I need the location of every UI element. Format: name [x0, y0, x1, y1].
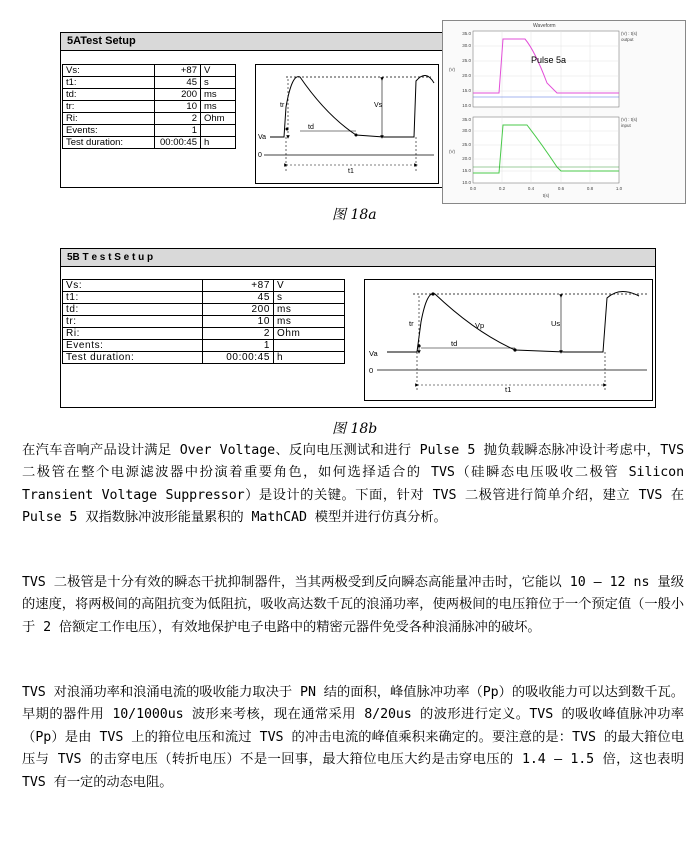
setup-b-title: 5B T e s t S e t u p: [61, 249, 655, 267]
param-value: 10: [155, 101, 201, 113]
param-row: [63, 340, 345, 352]
label-t1: t1: [348, 168, 354, 175]
param-label: Ri:: [63, 328, 203, 340]
param-label: t1:: [63, 77, 155, 89]
param-row: [63, 316, 345, 328]
label-zero: 0: [369, 366, 374, 375]
svg-text:25.0: 25.0: [462, 58, 471, 63]
param-unit: V: [274, 280, 345, 292]
param-row: [63, 137, 236, 149]
svg-text:0.0: 0.0: [469, 186, 477, 191]
label-t1: t1: [505, 385, 512, 394]
svg-text:output: output: [621, 37, 634, 42]
param-unit: Ohm: [201, 113, 236, 125]
svg-text:(V) : t(s): (V) : t(s): [621, 31, 638, 36]
param-unit: h: [201, 137, 236, 149]
scope-title: Waveform: [533, 23, 556, 29]
param-value: 2: [155, 113, 201, 125]
label-va: Va: [369, 349, 378, 358]
setup-b-waveform: [364, 279, 653, 401]
svg-text:15.0: 15.0: [462, 168, 471, 173]
label-tr: tr: [280, 102, 285, 109]
param-unit: ms: [201, 89, 236, 101]
label-td: td: [451, 339, 458, 348]
svg-text:30.0: 30.0: [462, 43, 471, 48]
svg-text:(V): (V): [449, 149, 455, 154]
param-value: 45: [203, 292, 274, 304]
svg-text:10.0: 10.0: [462, 180, 471, 185]
setup-a-title: 5ATest Setup: [61, 33, 501, 51]
svg-text:0.2: 0.2: [498, 186, 506, 191]
setup-a-param-table: [62, 64, 236, 149]
param-unit: ms: [274, 304, 345, 316]
svg-text:20.0: 20.0: [462, 156, 471, 161]
param-value: 200: [155, 89, 201, 101]
param-row: [63, 101, 236, 113]
svg-text:1.0: 1.0: [615, 186, 623, 191]
paragraph-tvs-power: TVS 对浪涌功率和浪涌电流的吸收能力取决于 PN 结的面积，峰值脉冲功率（Pp）的吸收能力可以达到数千瓦。早期的器件用 10/1000us 波形来考核，现在通常采用 8/20us 的波形进行定义。TVS 的吸收峰值脉冲功率（Pp）是由 TVS 上的箝位电压和流过 TVS 的冲击电流的峰值乘积来确定的。要注意的是：TVS 的最大箝位电压与 TVS 的击穿电压（转折电压）不是一回事，最大箝位电压大约是击穿电压的 1.4 – 1.5 倍，这也表明 TVS 有一定的动态电阻。: [22, 685, 684, 790]
param-row: [63, 280, 345, 292]
param-label: Events:: [63, 340, 203, 352]
figure-caption-18b: 图 18b: [332, 421, 378, 437]
param-label: tr:: [63, 101, 155, 113]
param-value: 200: [203, 304, 274, 316]
svg-text:35.0: 35.0: [462, 31, 471, 36]
param-unit: V: [201, 65, 236, 77]
param-row: [63, 89, 236, 101]
param-unit: ms: [201, 101, 236, 113]
setup-a-waveform: [255, 64, 439, 184]
param-value: 10: [203, 316, 274, 328]
scope-top-plot: [473, 31, 619, 107]
param-value: 1: [203, 340, 274, 352]
param-row: [63, 352, 345, 364]
param-row: [63, 292, 345, 304]
param-value: +87: [155, 65, 201, 77]
label-tr: tr: [409, 319, 414, 328]
svg-text:0.8: 0.8: [586, 186, 594, 191]
param-label: Events:: [63, 125, 155, 137]
param-value: 00:00:45: [203, 352, 274, 364]
param-unit: ms: [274, 316, 345, 328]
param-unit: Ohm: [274, 328, 345, 340]
param-row: [63, 65, 236, 77]
oscilloscope-waveform: [442, 20, 686, 204]
svg-text:20.0: 20.0: [462, 73, 471, 78]
svg-text:25.0: 25.0: [462, 142, 471, 147]
param-label: tr:: [63, 316, 203, 328]
param-unit: s: [201, 77, 236, 89]
param-value: 2: [203, 328, 274, 340]
param-label: Vs:: [63, 65, 155, 77]
svg-text:0.4: 0.4: [527, 186, 535, 191]
param-row: [63, 304, 345, 316]
svg-text:(V) : t(s): (V) : t(s): [621, 117, 638, 122]
scope-annotation: Pulse 5a: [531, 55, 567, 65]
param-value: 45: [155, 77, 201, 89]
label-vp: Vp: [475, 321, 485, 330]
param-value: 00:00:45: [155, 137, 201, 149]
label-va: Va: [258, 134, 267, 141]
param-label: Test duration:: [63, 352, 203, 364]
label-td: td: [308, 124, 314, 131]
figure-caption-18a: 图 18a: [332, 207, 377, 223]
param-unit: s: [274, 292, 345, 304]
param-label: Ri:: [63, 113, 155, 125]
label-us: Us: [551, 319, 561, 328]
param-value: 1: [155, 125, 201, 137]
svg-text:15.0: 15.0: [462, 88, 471, 93]
svg-text:input: input: [621, 123, 631, 128]
param-label: Test duration:: [63, 137, 155, 149]
svg-text:10.0: 10.0: [462, 103, 471, 108]
param-label: td:: [63, 304, 203, 316]
param-row: [63, 125, 236, 137]
paragraph-tvs-principle: TVS 二极管是十分有效的瞬态干扰抑制器件，当其两极受到反向瞬态高能量冲击时，它能以 10 – 12 ns 量级的速度，将两极间的高阻抗变为低阻抗，吸收高达数千瓦的浪涌功率，使两极间的电压箝位于一个预定值（一般小于 2 倍额定工作电压），有效地保护电子电路中的精密元器件免受各种浪涌脉冲的破坏。: [22, 575, 684, 635]
param-unit: [201, 125, 236, 137]
svg-text:0.6: 0.6: [557, 186, 565, 191]
svg-text:(V): (V): [449, 67, 455, 72]
paragraph-intro: 在汽车音响产品设计满足 Over Voltage、反向电压测试和进行 Pulse 5 抛负载瞬态脉冲设计考虑中，TVS 二极管在整个电源滤波器中扮演着重要角色，如何选择适合的 TVS（硅瞬态电压吸收二极管 Silicon Transient Voltage Suppressor）是设计的关键。下面，针对 TVS 二极管进行简单介绍，建立 TVS 在 Pulse 5 双指数脉冲波形能量累积的 MathCAD 模型并进行仿真分析。: [22, 443, 684, 526]
label-vs: Vs: [374, 102, 383, 109]
param-row: [63, 77, 236, 89]
label-zero: 0: [258, 152, 262, 159]
setup-b-param-table: [62, 279, 345, 364]
param-unit: [274, 340, 345, 352]
svg-text:30.0: 30.0: [462, 128, 471, 133]
param-row: [63, 113, 236, 125]
param-unit: h: [274, 352, 345, 364]
svg-text:35.0: 35.0: [462, 117, 471, 122]
param-label: Vs:: [63, 280, 203, 292]
param-label: t1:: [63, 292, 203, 304]
svg-text:t(s): t(s): [542, 193, 550, 198]
param-value: +87: [203, 280, 274, 292]
param-label: td:: [63, 89, 155, 101]
param-row: [63, 328, 345, 340]
